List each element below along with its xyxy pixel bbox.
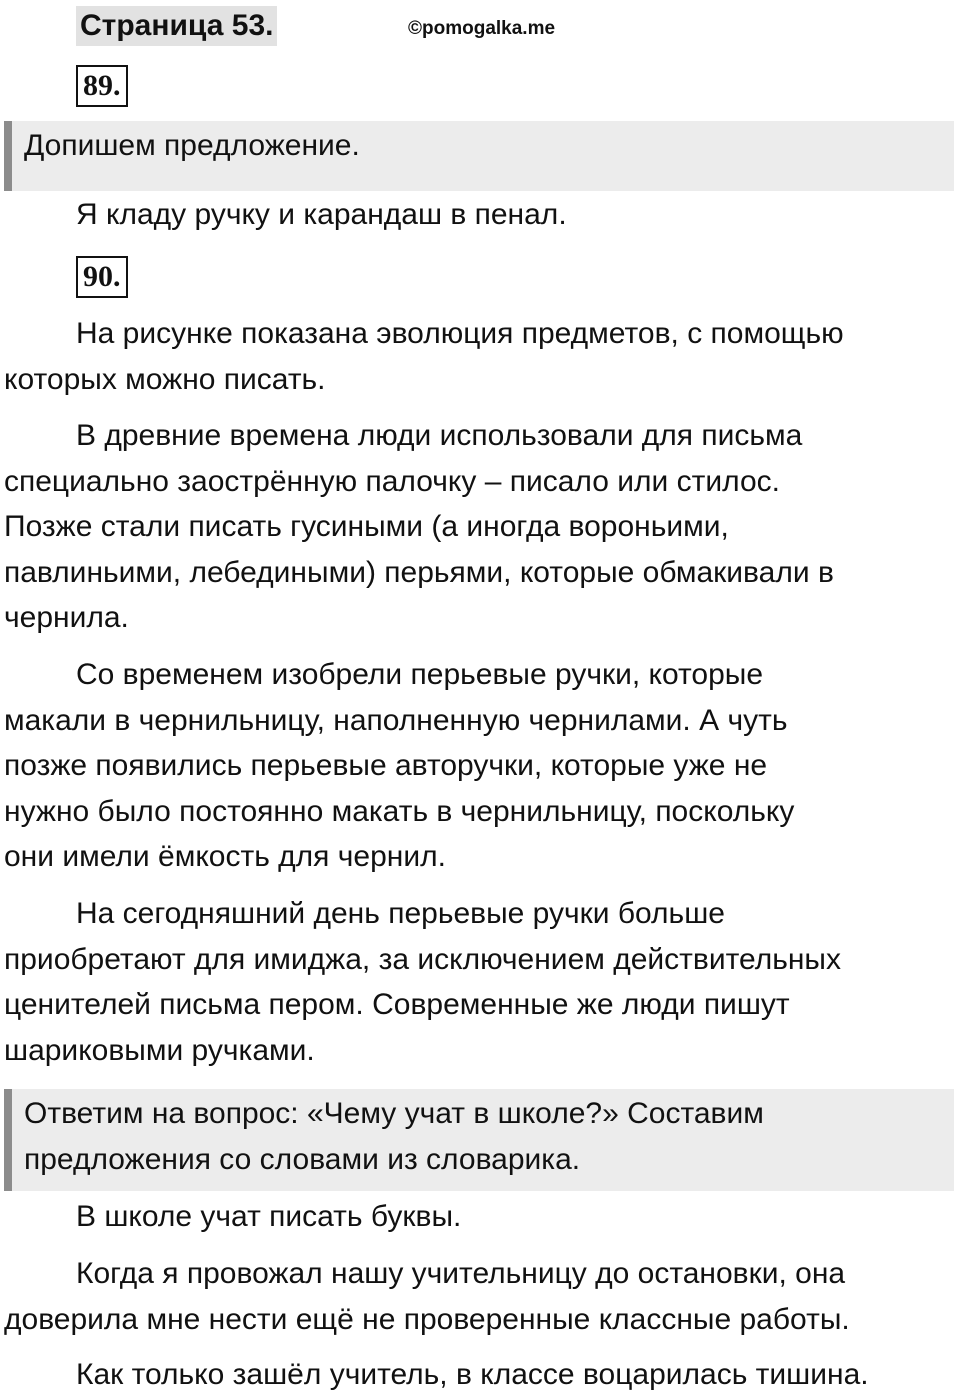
task-90-paragraph-3: Со временем изобрели перьевые ручки, которые макали в чернильницу, наполненную чернилами. А чуть позже появились перьевые авторучки, которые уже не нужно было постоянно макать в чернильницу, поскольку они имели ёмкость для чернил.: [4, 658, 795, 873]
task-90-paragraph-1: На рисунке показана эволюция предметов, с помощью которых можно писать.: [4, 317, 844, 396]
watermark: ©pomogalka.me: [408, 18, 556, 39]
task-90-paragraph-2: В древние времена люди использовали для письма специально заострённую палочку – писало или стилос. Позже стали писать гусиными (а иногда вороньими, павлиньими, лебедиными) перьями, которые обмакивали в чернила.: [4, 419, 834, 634]
task-number-90: 90.: [76, 256, 128, 298]
task-90-instruction: [4, 1089, 954, 1191]
task-90-answer-1: В школе учат писать буквы.: [76, 1200, 462, 1233]
task-89-answer: Я кладу ручку и карандаш в пенал.: [76, 198, 567, 231]
task-90-answer-2: Когда я провожал нашу учительницу до остановки, она доверила мне нести ещё не проверенные классные работы.: [4, 1257, 850, 1336]
task-90-paragraph-4: На сегодняшний день перьевые ручки больше приобретают для имиджа, за исключением действительных ценителей письма пером. Современные же люди пишут шариковыми ручками.: [4, 897, 841, 1067]
task-90-answer-3: Как только зашёл учитель, в классе воцарилась тишина.: [76, 1358, 869, 1391]
task-number-89: 89.: [76, 65, 128, 107]
task-89-instruction: Допишем предложение.: [4, 121, 954, 191]
page-title: Страница 53.: [76, 6, 277, 46]
task-90-instruction-text: Ответим на вопрос: «Чему учат в школе?» Составим предложения со словами из словарика.: [24, 1097, 764, 1176]
